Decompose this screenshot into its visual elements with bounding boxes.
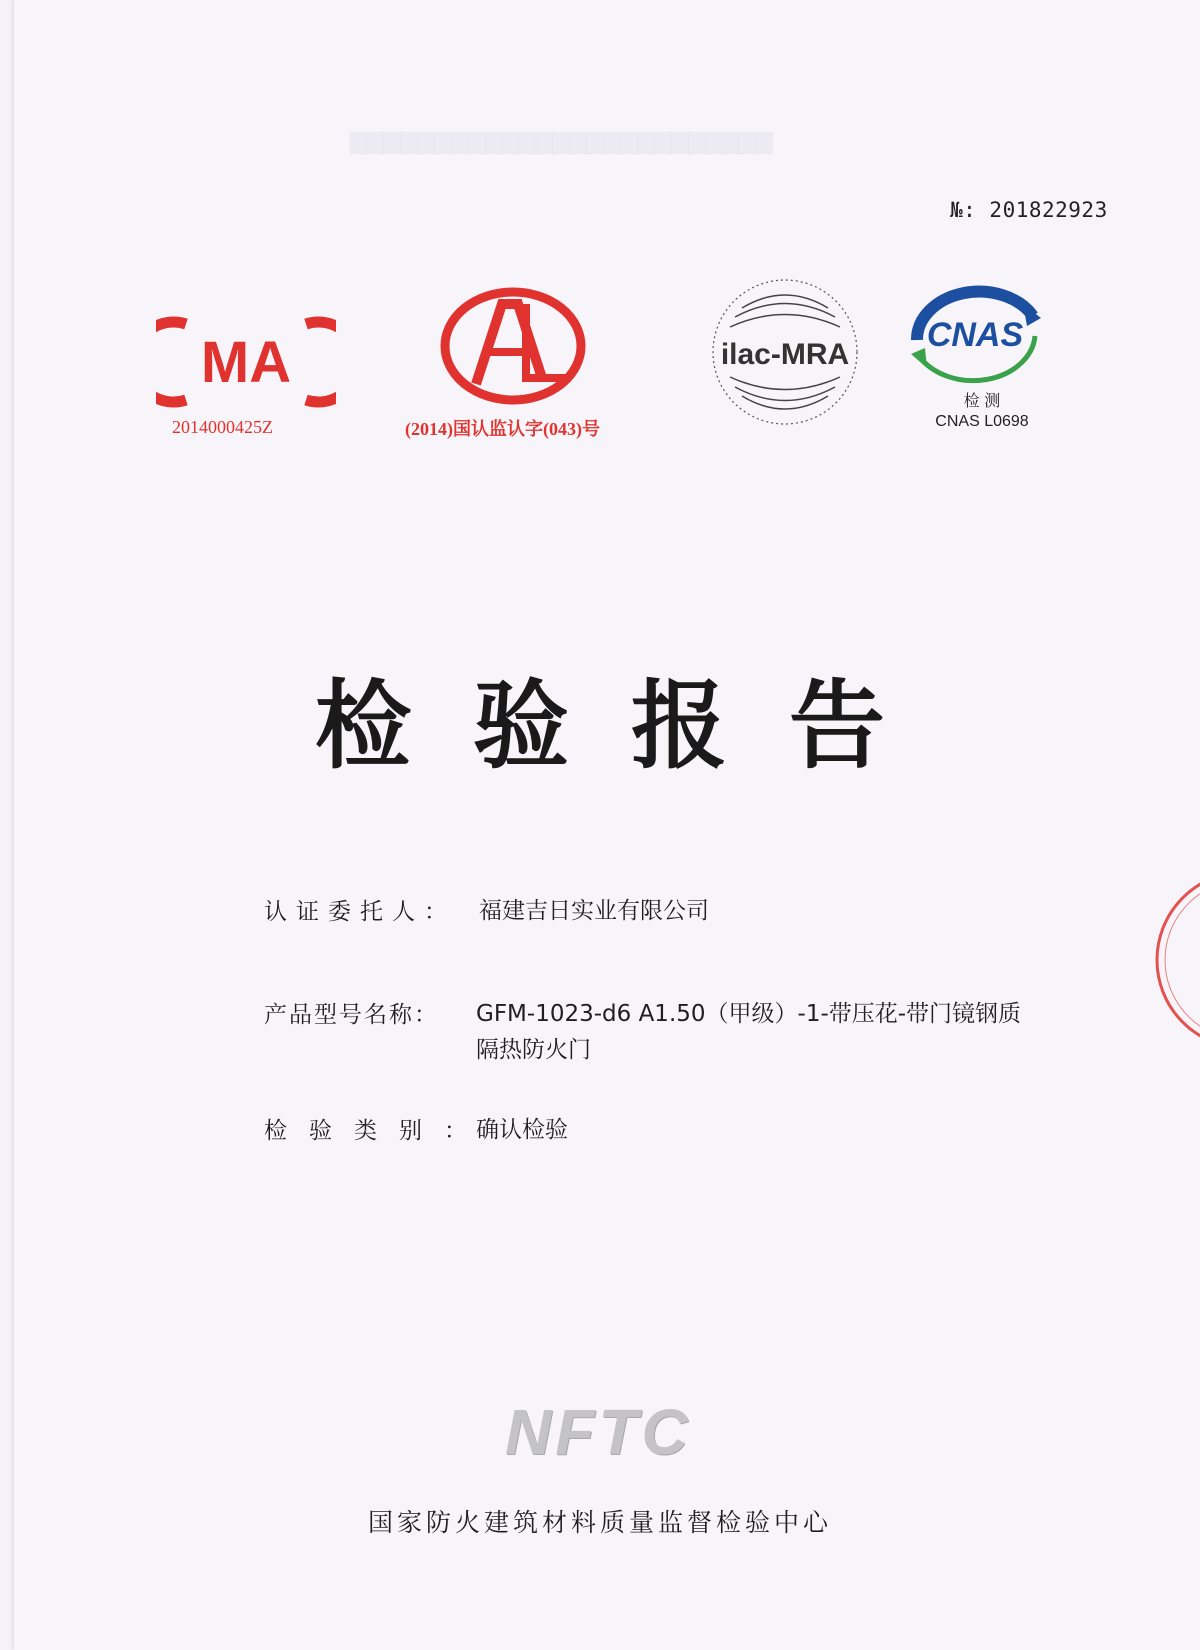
field-client-value: 福建吉日实业有限公司 [479, 898, 709, 924]
cnas-caption-line2: CNAS L0698 [935, 413, 1029, 430]
cma-seal-icon [156, 312, 336, 412]
issuing-organization: 国家防火建筑材料质量监督检验中心 [367, 1508, 832, 1537]
nftc-logo: NFTC [505, 1396, 692, 1468]
cma-logo-text: MA [200, 330, 292, 395]
cnas-icon [895, 278, 1055, 388]
ilac-mra-icon [710, 272, 860, 432]
report-number: №: 201822923 [950, 198, 1108, 222]
ilac-logo-text: ilac-MRA [720, 338, 850, 371]
field-inspection-type-label: 检验类别： [264, 1118, 489, 1144]
page-title: 检验报告 [315, 670, 947, 782]
cnas-logo-text: CNAS [926, 316, 1024, 354]
red-stamp-icon [1150, 860, 1200, 1060]
field-product-label: 产品型号名称： [264, 1002, 439, 1028]
cma-caption: 2014000425Z [172, 417, 273, 437]
show-through-texture: ▇▇▇▇▇▇▇▇▇▇▇▇▇▇▇▇▇▇▇▇▇▇▇▇▇ [350, 130, 773, 155]
cal-caption: (2014)国认监认字(043)号 [405, 419, 600, 439]
field-product-value: GFM-1023-d6 A1.50（甲级）-1-带压花-带门镜钢质隔热防火门 [476, 1001, 1022, 1063]
field-client-label: 认证委托人： [264, 899, 456, 925]
field-inspection-type-value: 确认检验 [476, 1117, 568, 1143]
cnas-caption-line1: 检 测 [963, 393, 1001, 410]
cal-seal-icon [438, 286, 588, 406]
cnas-caption [912, 392, 1052, 432]
